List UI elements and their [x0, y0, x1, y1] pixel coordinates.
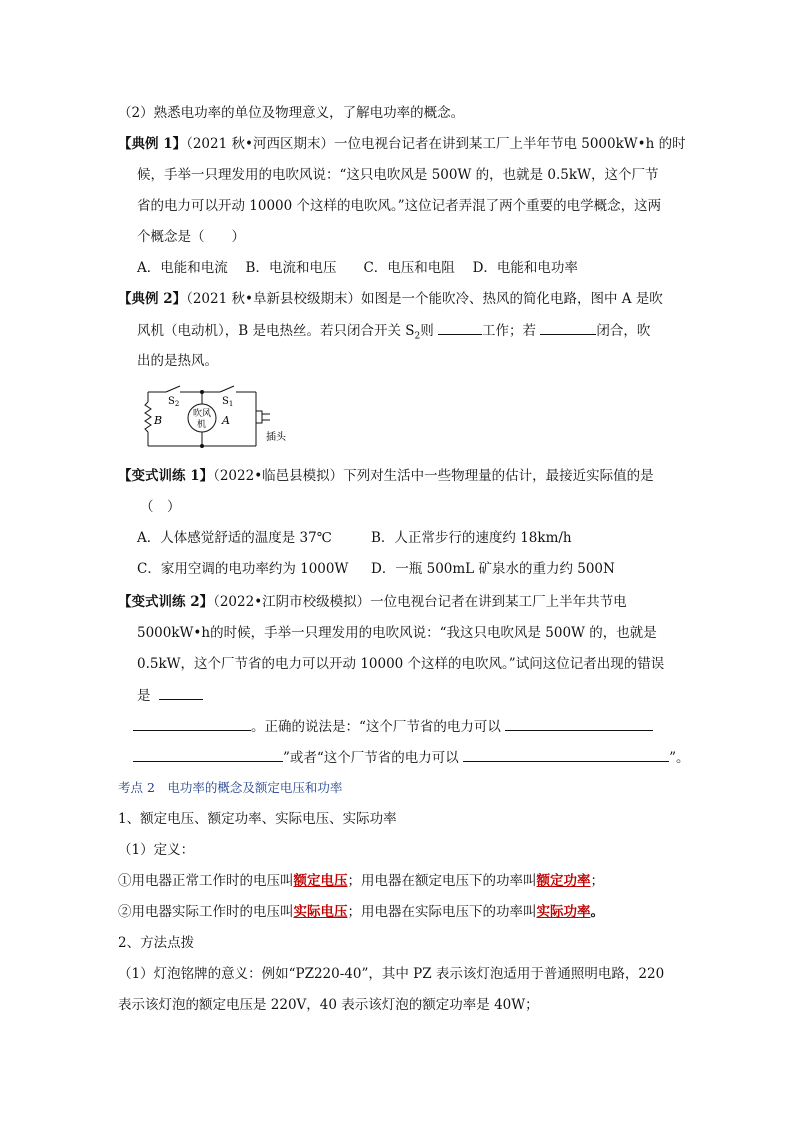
- variant-1-option-c: C．家用空调的电功率约为 1000W: [137, 561, 349, 577]
- example-1-options: A．电能和电流 B．电流和电压 C．电压和电阻 D．电能和电功率: [137, 260, 578, 276]
- row1-text-c: ；用电器在额定电压下的功率叫: [347, 873, 537, 889]
- variant-2-text-1: （2022•江阴市校级模拟）一位电视台记者在讲到某工厂上半年共节电: [213, 594, 627, 610]
- example-2-sub: 2: [414, 331, 421, 342]
- label-a: A: [222, 414, 230, 427]
- variant-2-line-6: [133, 747, 690, 768]
- label-s2: $S_2$: [168, 396, 180, 408]
- example-2-line-1: [118, 289, 663, 309]
- row2-text-c: ；用电器在实际电压下的功率叫: [347, 904, 537, 920]
- variant-2-text-5: 。正确的说法是：“这个厂节省的电力可以: [251, 719, 501, 735]
- example-2-text-2d: 闭合，吹: [596, 323, 651, 339]
- answer-blank-7[interactable]: [463, 747, 669, 762]
- variant-1-option-d: D．一瓶 500mL 矿泉水的重力约 500N: [371, 561, 615, 577]
- method-line-2: 表示该灯泡的额定电压是 220V，40 表示该灯泡的额定功率是 40W；: [118, 997, 539, 1013]
- label-plug: 插头: [266, 432, 286, 443]
- term-actual-voltage: 实际电压: [293, 904, 348, 920]
- variant-2-line-5: [133, 716, 653, 737]
- answer-blank-1[interactable]: [438, 320, 482, 335]
- switch-s1: [220, 386, 234, 392]
- definition-row-1: [118, 871, 604, 891]
- example-2-tag: 【典例 2】: [118, 291, 187, 307]
- definition-label: （1）定义：: [118, 842, 195, 858]
- example-2-line-2: [137, 320, 650, 347]
- variant-2-tag: 【变式训练 2】: [118, 594, 214, 610]
- example-2-text-2c: 工作；若: [482, 323, 537, 339]
- answer-blank-4[interactable]: [133, 716, 251, 731]
- heading-2: 2、方法点拨: [118, 935, 195, 951]
- example-1-line-1: [118, 134, 686, 154]
- variant-1-line-1: [118, 466, 654, 486]
- variant-2-line-4: [137, 685, 203, 706]
- answer-blank-5[interactable]: [505, 716, 653, 731]
- row1-text-e: ；: [590, 873, 604, 889]
- section-title-kaodian-2: 考点 2 电功率的概念及额定电压和功率: [118, 780, 343, 795]
- row2-text-e: 。: [590, 904, 604, 920]
- variant-1-option-b: B．人正常步行的速度约 18km/h: [371, 530, 572, 546]
- term-actual-power: 实际功率: [536, 904, 591, 920]
- circuit-diagram: [140, 382, 300, 454]
- definition-row-2: [118, 902, 604, 922]
- variant-2-text-4: 是: [137, 688, 151, 704]
- variant-1-tag: 【变式训练 1】: [118, 468, 214, 484]
- row2-text-a: ②用电器实际工作时的电压叫: [118, 904, 294, 920]
- method-line-1: （1）灯泡铭牌的意义：例如“PZ220-40”，其中 PZ 表示该灯泡适用于普通照明电路，220: [118, 966, 665, 982]
- switch-s2: [166, 386, 180, 392]
- example-2-text-2a: 风机（电动机），B 是电热丝。若只闭合开关 S: [137, 323, 415, 339]
- variant-1-line-2: （ ）: [140, 499, 181, 515]
- variant-2-text-6a: ”或者“这个厂节省的电力可以: [283, 750, 459, 766]
- example-1-line-2: 候，手举一只理发用的电吹风说：“这只电吹风是 500W 的，也就是 0.5kW，这个厂节: [137, 167, 659, 183]
- heading-1: 1、额定电压、额定功率、实际电压、实际功率: [118, 811, 397, 827]
- term-rated-voltage: 额定电压: [293, 873, 348, 889]
- answer-blank-2[interactable]: [540, 320, 596, 335]
- example-2-text-1: （2021 秋•阜新县校级期末）如图是一个能吹冷、热风的简化电路，图中 A 是吹: [186, 291, 663, 307]
- label-motor-1: 吹风: [193, 409, 212, 419]
- plug-body: [256, 411, 262, 423]
- label-motor-2: 机: [197, 420, 207, 430]
- example-2-text-2b: 则: [420, 323, 434, 339]
- variant-2-text-6b: ”。: [669, 750, 690, 766]
- example-1-tag: 【典例 1】: [118, 136, 187, 152]
- variant-2-line-2: 5000kW•h的时候，手举一只理发用的电吹风说：“我这只电吹风是 500W 的，也就是: [137, 625, 657, 641]
- variant-2-line-1: [118, 592, 627, 612]
- variant-2-line-3: 0.5kW，这个厂节省的电力可以开动 10000 个这样的电吹风。”试问这位记者出现的错误: [137, 656, 665, 672]
- label-s1: $S_1$: [222, 396, 234, 408]
- example-1-line-3: 省的电力可以开动 10000 个这样的电吹风。”这位记者弄混了两个重要的电学概念，这两: [137, 198, 662, 214]
- heater-resistor-b: [145, 402, 151, 432]
- label-b: B: [154, 414, 163, 427]
- example-1-line-4: 个概念是（ ）: [137, 229, 245, 245]
- variant-1-option-a: A．人体感觉舒适的温度是 37℃: [137, 530, 332, 546]
- example-1-text-1: （2021 秋•河西区期末）一位电视台记者在讲到某工厂上半年节电 5000kW•h 的时: [186, 136, 686, 152]
- objective-item-2: （2）熟悉电功率的单位及物理意义，了解电功率的概念。: [118, 105, 465, 121]
- term-rated-power: 额定功率: [536, 873, 591, 889]
- answer-blank-6[interactable]: [133, 747, 283, 762]
- answer-blank-3[interactable]: [159, 685, 203, 700]
- example-2-line-3: 出的是热风。: [137, 353, 218, 369]
- row1-text-a: ①用电器正常工作时的电压叫: [118, 873, 294, 889]
- variant-1-text-1: （2022•临邑县模拟）下列对生活中一些物理量的估计，最接近实际值的是: [213, 468, 654, 484]
